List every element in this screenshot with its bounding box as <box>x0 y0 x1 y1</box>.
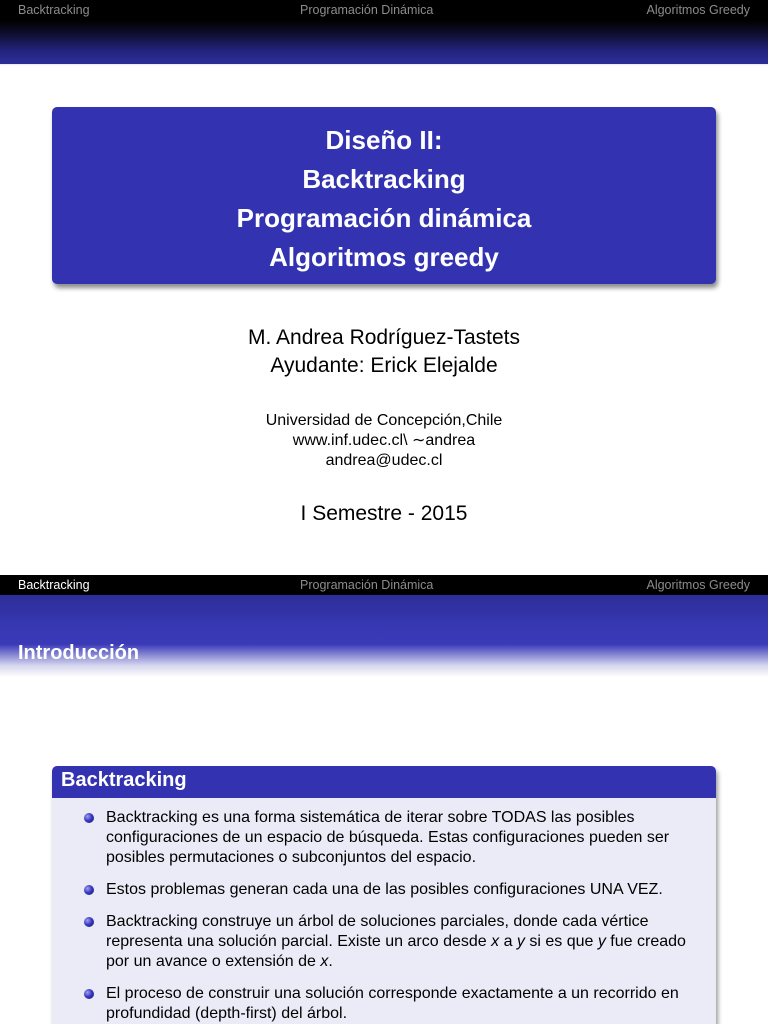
institute-block <box>0 411 768 471</box>
bullet-icon <box>84 885 94 895</box>
title-line: Backtracking <box>302 164 466 194</box>
math-var: y <box>516 933 525 950</box>
header-band-fade <box>0 58 768 66</box>
text-fragment: si es que <box>524 933 598 950</box>
navigation-bar <box>0 0 768 20</box>
backtracking-block <box>52 766 716 1024</box>
title-box <box>52 107 716 284</box>
text-fragment: . <box>328 953 333 970</box>
nav-backtracking-link[interactable]: Backtracking <box>18 3 90 17</box>
block-title: Backtracking <box>52 766 716 798</box>
block-body <box>52 798 716 1024</box>
text-fragment: Backtracking construye un árbol de soluciones parciales, donde cada vértice representa una solución parcial. Existe un arco desde <box>106 913 649 950</box>
nav-algoritmos-greedy-link[interactable]: Algoritmos Greedy <box>646 3 750 17</box>
email: andrea@udec.cl <box>325 452 443 469</box>
list-item <box>84 912 708 972</box>
list-item-text: Backtracking es una forma sistemática de iterar sobre TODAS las posibles configuraciones de un espacio de búsqueda. Estas configuraciones pueden ser posibles permutaciones o subconjuntos del espacio. <box>106 809 670 866</box>
author-block <box>0 324 768 380</box>
introduction-slide <box>0 575 768 1024</box>
nav-programacion-dinamica-link[interactable]: Programación Dinámica <box>300 3 434 17</box>
math-var: x <box>491 933 500 950</box>
list-item <box>84 880 708 900</box>
title-line: Algoritmos greedy <box>269 242 499 272</box>
nav-backtracking-link[interactable]: Backtracking <box>18 578 90 592</box>
date-block <box>0 500 768 528</box>
bullet-icon <box>84 989 94 999</box>
list-item <box>84 984 708 1024</box>
math-var: y <box>597 933 606 950</box>
nav-programacion-dinamica-link[interactable]: Programación Dinámica <box>300 578 434 592</box>
semester-date: I Semestre - 2015 <box>300 502 468 525</box>
assistant-name: Ayudante: Erick Elejalde <box>270 354 498 377</box>
institution: Universidad de Concepción,Chile <box>265 412 503 429</box>
bullet-icon <box>84 813 94 823</box>
list-item-text <box>106 912 708 972</box>
website: www.inf.udec.cl\ ∼andrea <box>292 432 476 449</box>
text-fragment: fue creado por un avance o extensión de <box>106 933 686 970</box>
list-item <box>84 808 708 868</box>
title-line: Programación dinámica <box>236 203 532 233</box>
list-item-text: El proceso de construir una solución corresponde exactamente a un recorrido en profundidad (depth-first) del árbol. <box>106 985 679 1022</box>
author-name: M. Andrea Rodríguez-Tastets <box>248 326 520 349</box>
list-item-text: Estos problemas generan cada una de las posibles configuraciones UNA VEZ. <box>106 881 663 898</box>
title-line: Diseño II: <box>325 125 443 155</box>
bullet-icon <box>84 917 94 927</box>
math-var: x <box>320 953 329 970</box>
frame-title: Introducción <box>18 642 140 664</box>
navigation-bar <box>0 575 768 595</box>
text-fragment: a <box>499 933 517 950</box>
nav-algoritmos-greedy-link[interactable]: Algoritmos Greedy <box>646 578 750 592</box>
